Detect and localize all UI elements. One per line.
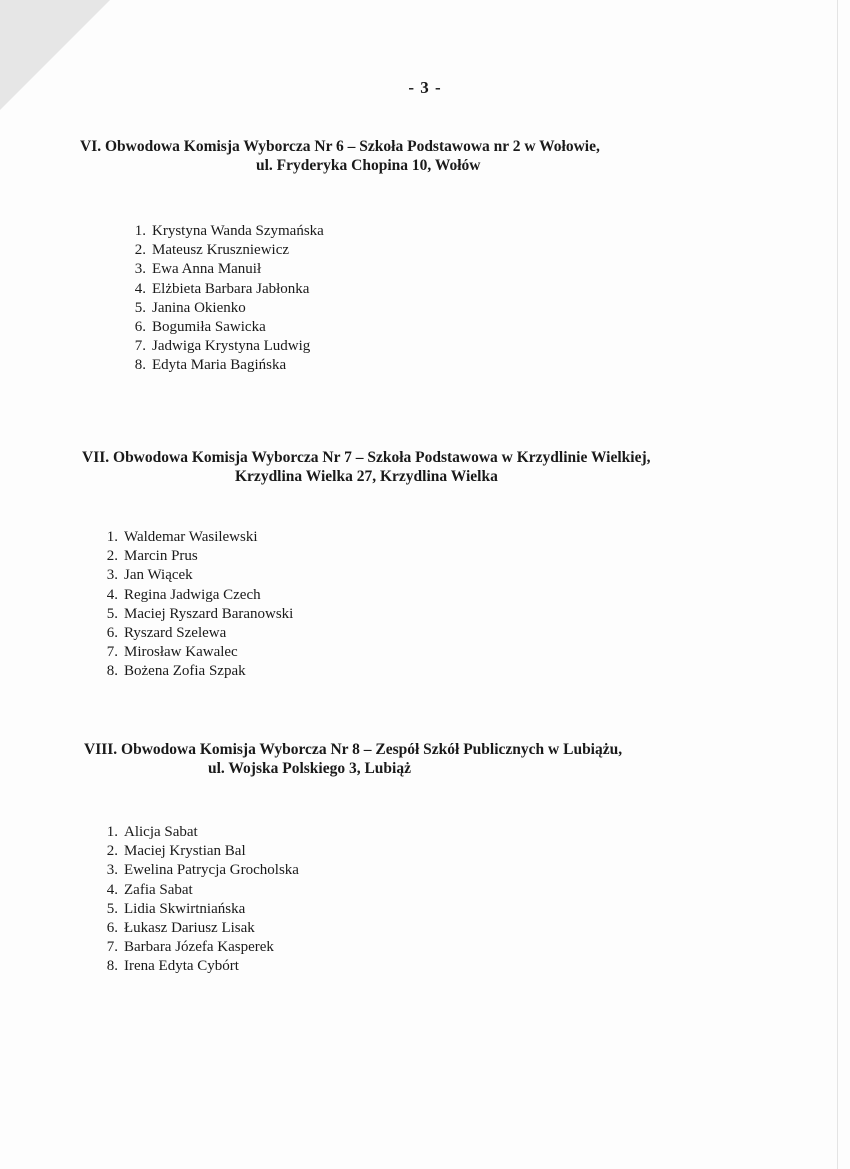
member-name: Elżbieta Barbara Jabłonka <box>152 280 310 297</box>
member-name: Regina Jadwiga Czech <box>124 586 261 603</box>
member-name: Jan Wiącek <box>124 567 193 584</box>
list-item-number: 8. <box>106 663 118 680</box>
member-name: Lidia Skwirtniańska <box>124 900 246 917</box>
member-name: Irena Edyta Cybórt <box>124 958 239 975</box>
scan-edge <box>837 0 838 1169</box>
list-item-number: 4. <box>134 280 146 297</box>
list-item <box>100 566 293 585</box>
list-item-number: 6. <box>134 319 146 336</box>
member-name: Krystyna Wanda Szymańska <box>152 223 324 239</box>
section-heading-vii <box>82 448 802 486</box>
list-item-number: 3. <box>106 862 118 879</box>
member-list-viii <box>100 823 299 977</box>
list-item <box>124 260 324 279</box>
list-item-number: 1. <box>106 529 118 545</box>
list-item <box>100 938 299 957</box>
list-item-number: 2. <box>106 843 118 860</box>
list-item <box>100 605 293 624</box>
member-name: Marcin Prus <box>124 548 198 565</box>
list-item-number: 4. <box>106 586 118 603</box>
member-name: Edyta Maria Bagińska <box>152 357 287 374</box>
list-item-number: 6. <box>106 625 118 642</box>
list-item-number: 2. <box>106 548 118 565</box>
list-item <box>124 318 324 337</box>
list-item-number: 4. <box>106 881 118 898</box>
member-name: Ewa Anna Manuił <box>152 261 262 278</box>
member-name: Ewelina Patrycja Grocholska <box>124 862 299 879</box>
member-name: Maciej Krystian Bal <box>124 843 246 860</box>
list-item-number: 1. <box>134 223 146 239</box>
list-item-number: 5. <box>106 900 118 917</box>
section-heading-vii-line2: Krzydlina Wielka 27, Krzydlina Wielka <box>235 468 498 485</box>
list-item-number: 5. <box>106 605 118 622</box>
list-item <box>100 919 299 938</box>
member-list-vii <box>100 528 293 682</box>
member-name: Barbara Józefa Kasperek <box>124 939 274 956</box>
member-name: Ryszard Szelewa <box>124 625 227 642</box>
section-heading-viii-line1: VIII. Obwodowa Komisja Wyborcza Nr 8 – Zespół Szkół Publicznych w Lubiążu, <box>84 741 623 758</box>
list-item <box>100 861 299 880</box>
list-item <box>124 241 324 260</box>
list-item-number: 2. <box>134 242 146 259</box>
member-name: Mirosław Kawalec <box>124 644 238 661</box>
list-item <box>124 299 324 318</box>
list-item <box>100 547 293 566</box>
list-item-number: 5. <box>134 299 146 316</box>
list-item-number: 7. <box>106 644 118 661</box>
list-item <box>100 586 293 605</box>
list-item <box>100 528 293 547</box>
member-name: Zafia Sabat <box>124 881 193 898</box>
section-heading-vi-line1: VI. Obwodowa Komisja Wyborcza Nr 6 – Szkoła Podstawowa nr 2 w Wołowie, <box>80 138 600 155</box>
list-item <box>100 823 299 842</box>
section-heading-viii-line2: ul. Wojska Polskiego 3, Lubiąż <box>208 760 411 777</box>
list-item-number: 8. <box>106 958 118 975</box>
list-item <box>100 624 293 643</box>
list-item <box>100 957 299 976</box>
section-heading-vi-line2: ul. Fryderyka Chopina 10, Wołów <box>256 157 481 174</box>
list-item <box>124 222 324 241</box>
list-item <box>100 662 293 681</box>
list-item-number: 7. <box>134 338 146 355</box>
member-name: Janina Okienko <box>152 299 246 316</box>
list-item-number: 1. <box>106 824 118 840</box>
list-item <box>124 280 324 299</box>
member-name: Jadwiga Krystyna Ludwig <box>152 338 311 355</box>
section-heading-vii-line1: VII. Obwodowa Komisja Wyborcza Nr 7 – Szkoła Podstawowa w Krzydlinie Wielkiej, <box>82 449 651 466</box>
member-name: Bogumiła Sawicka <box>152 319 266 336</box>
list-item-number: 3. <box>134 261 146 278</box>
list-item-number: 6. <box>106 920 118 937</box>
list-item <box>124 356 324 375</box>
list-item <box>100 881 299 900</box>
list-item <box>100 900 299 919</box>
list-item <box>100 643 293 662</box>
member-name: Alicja Sabat <box>124 824 198 840</box>
list-item <box>124 337 324 356</box>
member-name: Bożena Zofia Szpak <box>124 663 246 680</box>
member-name: Maciej Ryszard Baranowski <box>124 605 294 622</box>
page-number: - 3 - <box>408 78 442 97</box>
member-name: Mateusz Kruszniewicz <box>152 242 290 259</box>
member-list-vi <box>124 222 324 376</box>
list-item-number: 8. <box>134 357 146 374</box>
list-item-number: 7. <box>106 939 118 956</box>
section-heading-viii <box>84 740 804 778</box>
list-item <box>100 842 299 861</box>
section-heading-vi <box>80 137 780 175</box>
list-item-number: 3. <box>106 567 118 584</box>
member-name: Łukasz Dariusz Lisak <box>124 920 255 937</box>
member-name: Waldemar Wasilewski <box>124 529 258 545</box>
